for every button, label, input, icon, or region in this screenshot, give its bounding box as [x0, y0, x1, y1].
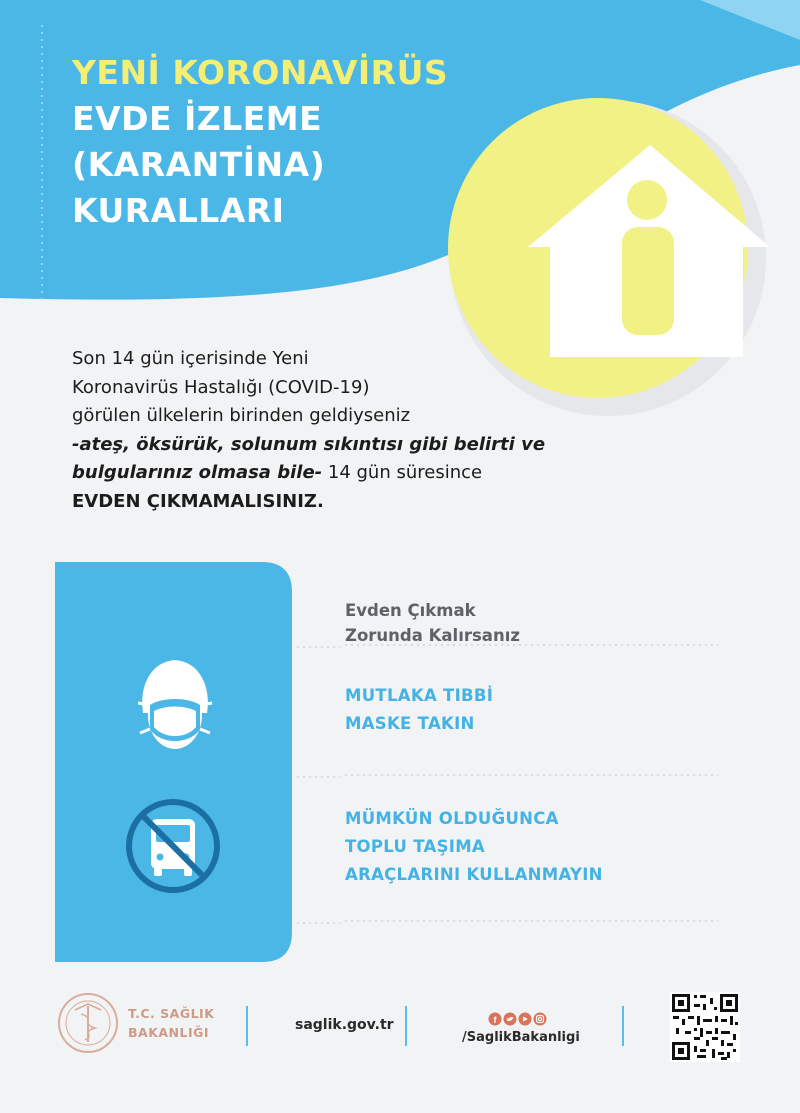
rule-mask-line-1: MUTLAKA TIBBİ: [345, 686, 494, 705]
face-mask-icon: [134, 655, 216, 755]
intro-line-2: Koronavirüs Hastalığı (COVID-19): [72, 376, 370, 398]
no-bus-icon: [124, 797, 222, 895]
intro-line-5: [72, 459, 572, 488]
footer-divider-3: [622, 1006, 624, 1046]
rule-transport-line-1: MÜMKÜN OLDUĞUNCA: [345, 809, 559, 828]
social-handle[interactable]: /SaglikBakanligi: [462, 1030, 580, 1045]
rule-transport: [345, 805, 603, 889]
footer-divider-2: [405, 1006, 407, 1046]
intro-line-3: görülen ülkelerin birinden geldiyseniz: [72, 405, 411, 426]
intro-line-5-italic: bulgularınız olmasa bile-: [72, 462, 323, 483]
youtube-icon[interactable]: [519, 1013, 532, 1026]
ministry-line-2: BAKANLIĞI: [128, 1025, 210, 1040]
ministry-name: [128, 1004, 214, 1042]
page-title: [72, 50, 448, 234]
rules-blue-panel: [55, 562, 292, 962]
ministry-line-1: T.C. SAĞLIK: [128, 1006, 215, 1021]
footer-divider-1: [246, 1006, 248, 1046]
rule-transport-line-2: TOPLU TAŞIMA: [345, 837, 485, 856]
facebook-icon[interactable]: [489, 1013, 502, 1026]
intro-line-6: EVDEN ÇIKMAMALISINIZ.: [72, 490, 324, 512]
rule-mask-line-2: MASKE TAKIN: [345, 714, 475, 733]
title-line-3: (KARANTİNA): [72, 145, 326, 184]
qr-code[interactable]: [670, 992, 740, 1062]
title-line-4: KURALLARI: [72, 191, 285, 230]
rule-subheading-line-1: Evden Çıkmak: [345, 601, 476, 620]
rule-mask: [345, 682, 493, 738]
title-line-1: YENİ KORONAVİRÜS: [72, 53, 449, 92]
twitter-icon[interactable]: [504, 1013, 517, 1026]
intro-line-1: Son 14 gün içerisinde Yeni: [72, 348, 309, 369]
rule-subheading-line-2: Zorunda Kalırsanız: [345, 626, 520, 645]
title-line-2: EVDE İZLEME: [72, 99, 323, 138]
website-link[interactable]: saglik.gov.tr: [295, 1017, 394, 1033]
intro-line-4: -ateş, öksürük, solunum sıkıntısı gibi belirti ve: [72, 433, 546, 455]
svg-text:f: f: [493, 1015, 497, 1025]
house-person-icon: [525, 145, 775, 360]
intro-paragraph: [72, 345, 572, 516]
rule-transport-line-3: ARAÇLARINI KULLANMAYIN: [345, 865, 603, 884]
intro-line-5-rest: 14 gün süresince: [322, 462, 483, 483]
rule-subheading: [345, 598, 520, 648]
social-icons: [488, 1012, 550, 1026]
ministry-logo: [55, 990, 121, 1056]
instagram-icon[interactable]: [534, 1013, 547, 1026]
